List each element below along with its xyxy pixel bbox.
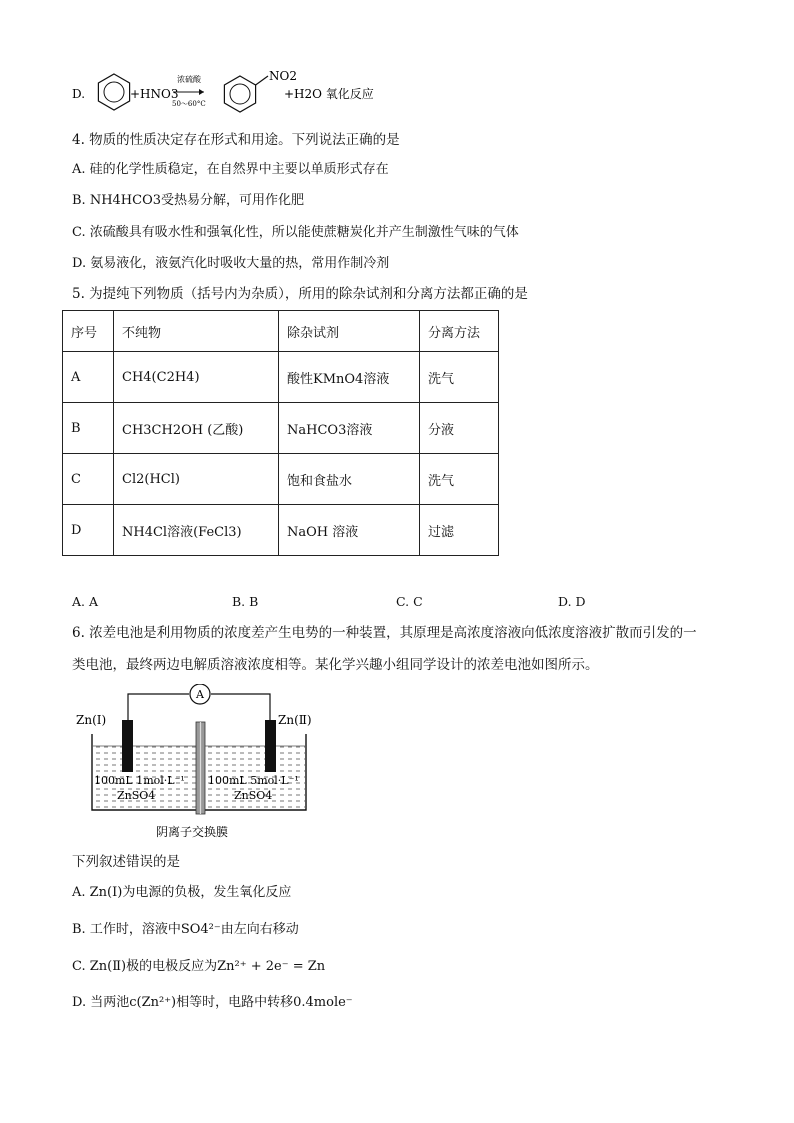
table-cell: 分液 — [420, 403, 499, 454]
right-electrode — [265, 720, 276, 772]
nitrobenzene-ring-icon — [224, 76, 268, 112]
table-cell: 饱和食盐水 — [279, 454, 420, 505]
table-row — [63, 454, 499, 505]
q6-option-a: A. Zn(Ⅰ)为电源的负极，发生氧化反应 — [72, 885, 292, 900]
left-electrode-label: Zn(Ⅰ) — [76, 713, 107, 727]
table-row — [63, 352, 499, 403]
header-cell: 序号 — [63, 311, 114, 352]
left-electrode — [122, 720, 133, 772]
reagent-hno3: +HNO3 — [130, 87, 179, 101]
answer-choice-d: D. D — [558, 594, 586, 609]
q4-option-c: C. 浓硫酸具有吸水性和强氧化性，所以能使蔗糖炭化并产生制激性气味的气体 — [72, 225, 519, 240]
q4-option-a: A. 硅的化学性质稳定，在自然界中主要以单质形式存在 — [72, 162, 389, 177]
header-cell: 除杂试剂 — [279, 311, 420, 352]
table-cell: 过滤 — [420, 505, 499, 556]
table-cell: CH3CH2OH (乙酸) — [114, 403, 279, 454]
cell-svg — [72, 684, 342, 844]
table-cell: NH4Cl溶液(FeCl3) — [114, 505, 279, 556]
table-cell: Cl2(HCl) — [114, 454, 279, 505]
table-cell: C — [63, 454, 114, 505]
answer-choice-a: A. A — [72, 594, 99, 609]
table-cell: B — [63, 403, 114, 454]
answer-choice-b: B. B — [232, 594, 259, 609]
benzene-ring-icon — [98, 74, 129, 110]
table-row — [63, 505, 499, 556]
q6-option-c: C. Zn(Ⅱ)极的电极反应为Zn²⁺ + 2e⁻ = Zn — [72, 959, 326, 974]
condition-temperature: 50～60°C — [172, 100, 206, 108]
right-solution-concentration: 100mL 5mol·L⁻¹ — [208, 774, 299, 787]
header-cell: 分离方法 — [420, 311, 499, 352]
header-cell: 不纯物 — [114, 311, 279, 352]
condition-catalyst: 浓硫酸 — [177, 75, 201, 84]
table-row — [63, 403, 499, 454]
right-solution-name: ZnSO4 — [234, 789, 273, 802]
left-solution-concentration: 100mL 1mol·L⁻¹ — [94, 774, 185, 787]
q6-option-b: B. 工作时，溶液中SO4²⁻由左向右移动 — [72, 922, 299, 937]
reaction-d — [72, 62, 492, 122]
q4-option-d: D. 氨易液化，液氨汽化时吸收大量的热，常用作制冷剂 — [72, 256, 390, 271]
nitration-reaction-figure — [72, 62, 492, 122]
table-cell: 洗气 — [420, 352, 499, 403]
q6-stem-line1: 6. 浓差电池是利用物质的浓度差产生电势的一种装置，其原理是高浓度溶液向低浓度溶液扩散而引发的一 — [72, 625, 697, 641]
reaction-tail: +H2O 氧化反应 — [284, 87, 374, 101]
concentration-cell-diagram — [72, 684, 342, 844]
right-electrode-label: Zn(Ⅱ) — [278, 713, 312, 727]
left-wire — [128, 694, 189, 729]
table-header-row — [63, 311, 499, 352]
table-cell: 酸性KMnO4溶液 — [279, 352, 420, 403]
q4-stem: 4. 物质的性质决定存在形式和用途。下列说法正确的是 — [72, 132, 400, 148]
q5-stem: 5. 为提纯下列物质（括号内为杂质），所用的除杂试剂和分离方法都正确的是 — [72, 286, 528, 302]
q6-prompt: 下列叙述错误的是 — [72, 854, 180, 870]
table-cell: CH4(C2H4) — [114, 352, 279, 403]
table-cell: NaOH 溶液 — [279, 505, 420, 556]
left-solution-name: ZnSO4 — [117, 789, 156, 802]
membrane-label: 阴离子交换膜 — [156, 825, 229, 839]
ammeter-label: A — [196, 688, 204, 701]
nitro-group-label: NO2 — [269, 69, 297, 83]
right-wire — [211, 694, 270, 729]
table-cell: A — [63, 352, 114, 403]
table-cell: 洗气 — [420, 454, 499, 505]
q5-table — [62, 310, 499, 556]
q6-option-d: D. 当两池c(Zn²⁺)相等时，电路中转移0.4mole⁻ — [72, 995, 353, 1010]
answer-choice-c: C. C — [396, 594, 423, 609]
table-cell: D — [63, 505, 114, 556]
reaction-label: D. — [72, 87, 86, 101]
table-cell: NaHCO3溶液 — [279, 403, 420, 454]
q6-stem-line2: 类电池，最终两边电解质溶液浓度相等。某化学兴趣小组同学设计的浓差电池如图所示。 — [72, 657, 599, 673]
arrow-head-icon — [199, 89, 204, 95]
q4-option-b: B. NH4HCO3受热易分解，可用作化肥 — [72, 193, 305, 208]
